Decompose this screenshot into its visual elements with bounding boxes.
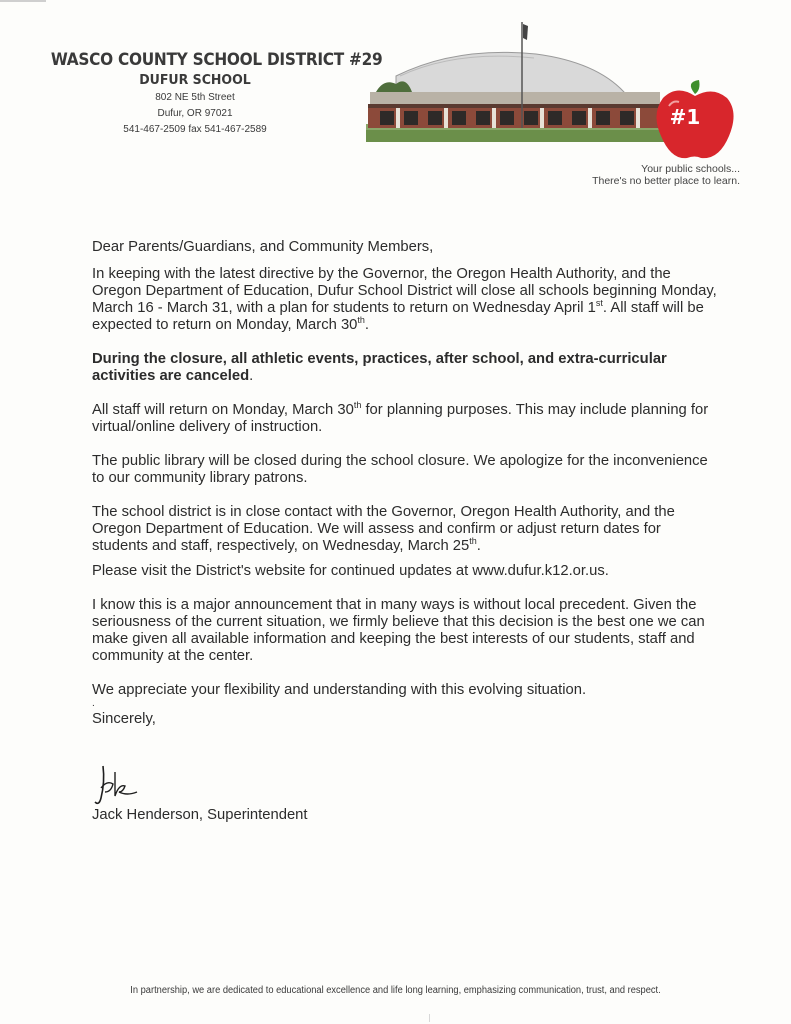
paragraph-activities-canceled <box>92 351 717 385</box>
paragraph-staff-return <box>92 402 717 436</box>
p1-sup-b: th <box>357 315 365 326</box>
scan-mark <box>429 1014 430 1022</box>
tagline-line-2: There's no better place to learn. <box>592 175 740 187</box>
school-name: DUFUR SCHOOL <box>139 72 251 88</box>
address-street: 802 NE 5th Street <box>155 92 235 103</box>
school-building-photo <box>366 18 666 142</box>
paragraph-announcement: I know this is a major announcement that in many ways is without local precedent. Given the seriousness of the current situation, we firmly believe that this decision is the best one we can make given all available information and keeping the best interests of our students, staff and community at the center. <box>92 597 705 664</box>
address-city: Dufur, OR 97021 <box>157 108 233 119</box>
paragraph-website: Please visit the District's website for continued updates at www.dufur.k12.or.us. <box>92 563 609 579</box>
tagline-line-1: Your public schools... <box>641 163 740 175</box>
phone-fax: 541-467-2509 fax 541-467-2589 <box>123 124 267 135</box>
tagline <box>570 163 740 187</box>
salutation: Dear Parents/Guardians, and Community Members, <box>92 239 434 255</box>
apple-badge: #1 <box>669 105 701 129</box>
signature <box>93 762 163 810</box>
footer-mission-statement: In partnership, we are dedicated to educational excellence and life long learning, emphasizing communication, trust, and respect. <box>130 985 661 996</box>
p5-text-b: . <box>476 538 481 554</box>
closing: Sincerely, <box>92 711 156 727</box>
address <box>40 90 350 138</box>
p1-sup-a: st <box>595 298 603 309</box>
p3-sup-a: th <box>353 400 362 411</box>
paragraph-appreciation: We appreciate your flexibility and understanding with this evolving situation. <box>92 682 587 698</box>
letter-body <box>92 239 717 728</box>
p1-text-b: . All staff will be expected to return on Monday, March 30 <box>92 300 704 333</box>
p5-sup-a: th <box>469 536 477 547</box>
p3-text-b: for planning purposes. This may include planning for virtual/online delivery of instruction. <box>92 402 709 435</box>
district-name: WASCO COUNTY SCHOOL DISTRICT #29 <box>50 50 383 69</box>
paragraph-closure-dates <box>92 266 717 334</box>
paragraph-assessment <box>92 504 717 555</box>
paragraph-library: The public library will be closed during the school closure. We apologize for the inconvenience to our community library patrons. <box>92 453 708 486</box>
stray-dot: . <box>92 698 95 709</box>
p1-text-a: In keeping with the latest directive by the Governor, the Oregon Health Authority, and the Oregon Department of Education, Dufur School District will close all schools beginning Monday, March 16 - March 31, with a plan for students to return on Wednesday April 1 <box>92 266 717 316</box>
p1-text-c: . <box>364 317 370 333</box>
p3-text-a: All staff will return on Monday, March 30 <box>92 402 354 418</box>
p2-end: . <box>249 368 254 384</box>
p5-text-a: The school district is in close contact with the Governor, Oregon Health Authority, and the Oregon Department of Education. We will assess and confirm or adjust return dates for students and staff, respectively, on Wednesday, March 25 <box>92 504 675 554</box>
signer-name: Jack Henderson, Superintendent <box>92 807 308 823</box>
scan-edge-mark <box>0 0 46 2</box>
letterhead-contact-block <box>40 50 383 138</box>
p2-bold-text: During the closure, all athletic events, practices, after school, and extra-curricular activities are canceled <box>92 351 667 384</box>
apple-logo <box>655 80 737 162</box>
